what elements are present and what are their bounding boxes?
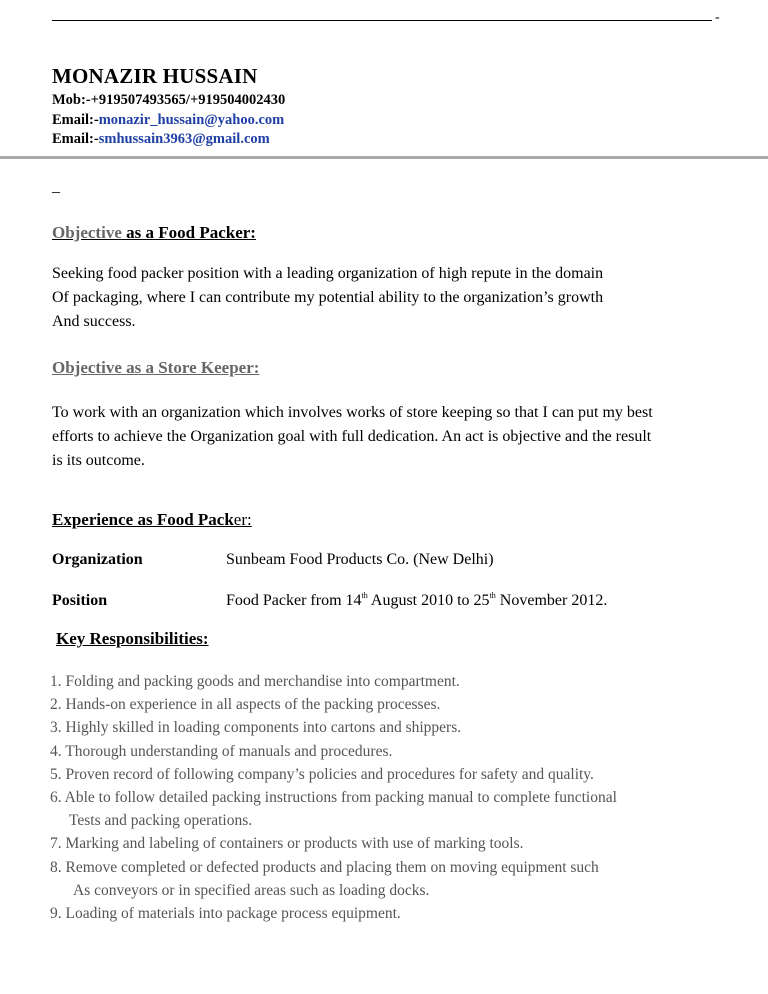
position-text: August 2010 to 25 [367, 592, 490, 609]
paragraph-line: is its outcome. [52, 452, 145, 469]
list-item: 7. Marking and labeling of containers or products with use of marking tools. [50, 835, 524, 853]
position-text: Food Packer from 14 [226, 592, 362, 609]
position-value [226, 592, 607, 609]
mobile-number: +919507493565/+919504002430 [90, 92, 286, 108]
position-label: Position [52, 592, 108, 609]
email-label: Email:- [52, 112, 99, 128]
organization-value: Sunbeam Food Products Co. (New Delhi) [226, 551, 494, 568]
email-line-1 [52, 112, 284, 129]
candidate-name: MONAZIR HUSSAIN [52, 64, 258, 88]
top-dash: - [715, 10, 720, 25]
list-item: 5. Proven record of following company’s policies and procedures for safety and quality. [50, 765, 594, 783]
paragraph-line: To work with an organization which involves works of store keeping so that I can put my best [52, 404, 653, 421]
objective-word: Objective [52, 223, 122, 242]
responsibilities-list [50, 670, 617, 925]
organization-row [52, 551, 494, 569]
organization-label: Organization [52, 551, 143, 568]
header-separator [0, 156, 768, 159]
list-item: 8. Remove completed or defected products and placing them on moving equipment such [50, 858, 599, 876]
objective-food-paragraph [52, 262, 752, 334]
list-item: 6. Able to follow detailed packing instructions from packing manual to complete functional [50, 789, 617, 807]
objective-food-title: as a Food Packer: [121, 223, 256, 242]
email-link-gmail[interactable]: smhussain3963@gmail.com [98, 131, 270, 147]
list-item: 9. Loading of materials into package process equipment. [50, 905, 401, 923]
email-link-yahoo[interactable]: monazir_hussain@yahoo.com [98, 112, 285, 128]
experience-title: Experience as Food Pack [52, 510, 234, 529]
experience-heading [52, 510, 252, 530]
responsibilities-heading: Key Responsibilities: [56, 629, 209, 648]
paragraph-line: efforts to achieve the Organization goal with full dedication. An act is objective and the result [52, 428, 652, 445]
ordinal-suffix: th [361, 591, 368, 600]
paragraph-line: Of packaging, where I can contribute my potential ability to the organization’s growth [52, 289, 604, 306]
objective-store-heading: Objective as a Store Keeper: [52, 358, 260, 377]
email-line-2 [52, 131, 270, 148]
objective-store-paragraph [52, 401, 752, 473]
paragraph-line: Seeking food packer position with a leading organization of high repute in the domain [52, 265, 604, 282]
objective-food-heading [52, 223, 256, 243]
list-item-continuation: Tests and packing operations. [69, 812, 253, 830]
position-row [52, 591, 607, 610]
list-item: 3. Highly skilled in loading components into cartons and shippers. [50, 719, 462, 737]
list-item: 4. Thorough understanding of manuals and procedures. [50, 742, 393, 760]
stray-underscore: _ [52, 178, 60, 195]
list-item-continuation: As conveyors or in specified areas such as loading docks. [73, 881, 430, 899]
top-divider-line [52, 20, 712, 21]
list-item: 2. Hands-on experience in all aspects of the packing processes. [50, 696, 441, 714]
experience-title-end: er: [233, 510, 252, 529]
ordinal-suffix: th [489, 591, 496, 600]
position-text: November 2012. [495, 592, 608, 609]
email-label: Email:- [52, 131, 99, 147]
list-item: 1. Folding and packing goods and merchandise into compartment. [50, 673, 460, 690]
mobile-label: Mob:- [52, 92, 91, 108]
paragraph-line: And success. [52, 313, 136, 330]
mobile-line [52, 92, 285, 109]
